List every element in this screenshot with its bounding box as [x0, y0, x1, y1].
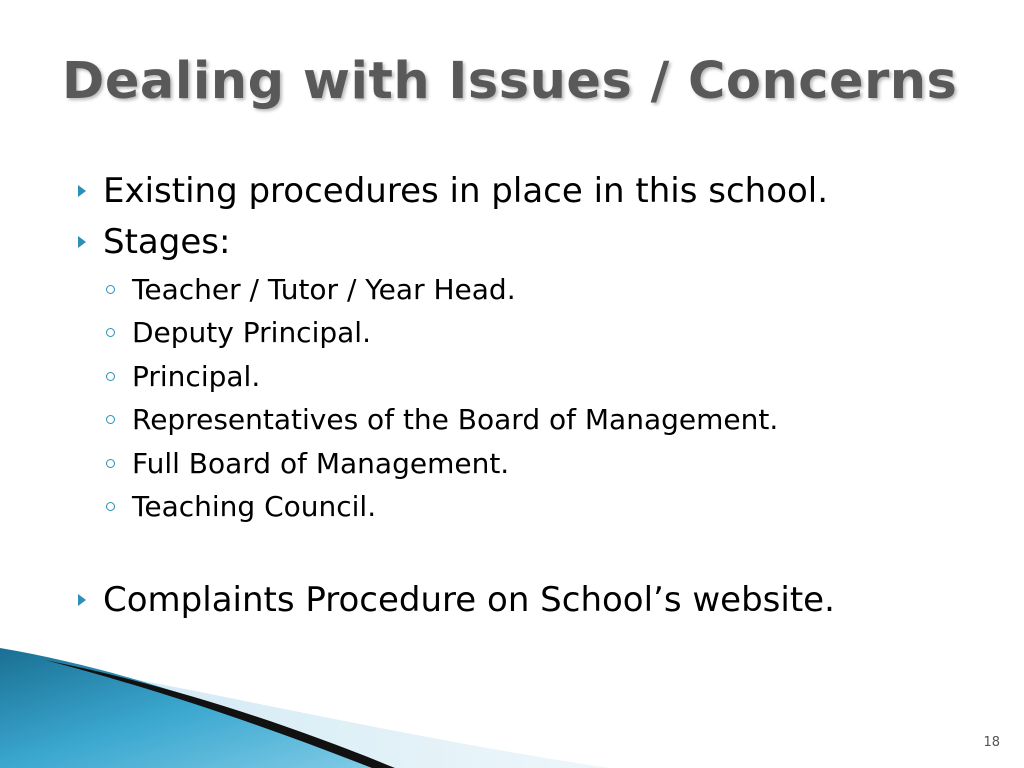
page-number: 18 — [983, 735, 1000, 750]
stage-text: Principal. — [132, 360, 261, 393]
triangle-bullet-icon — [78, 185, 86, 197]
circle-bullet-icon — [106, 285, 115, 294]
circle-bullet-icon — [106, 328, 115, 337]
circle-bullet-icon — [106, 415, 115, 424]
bullet-text: Existing procedures in place in this school. — [103, 171, 829, 211]
circle-bullet-icon — [106, 372, 115, 381]
circle-bullet-icon — [106, 459, 115, 468]
stage-text: Representatives of the Board of Management. — [132, 403, 779, 436]
slide-title: Dealing with Issues / Concerns — [62, 52, 958, 111]
bullet-text: Stages: — [103, 222, 231, 262]
bullet-text: Complaints Procedure on School’s website. — [103, 580, 835, 620]
triangle-bullet-icon — [78, 594, 86, 606]
stage-text: Teaching Council. — [132, 490, 377, 523]
circle-bullet-icon — [106, 502, 115, 511]
triangle-bullet-icon — [78, 236, 86, 248]
stage-text: Deputy Principal. — [132, 316, 371, 349]
stage-text: Full Board of Management. — [132, 447, 510, 480]
stage-text: Teacher / Tutor / Year Head. — [132, 273, 516, 306]
